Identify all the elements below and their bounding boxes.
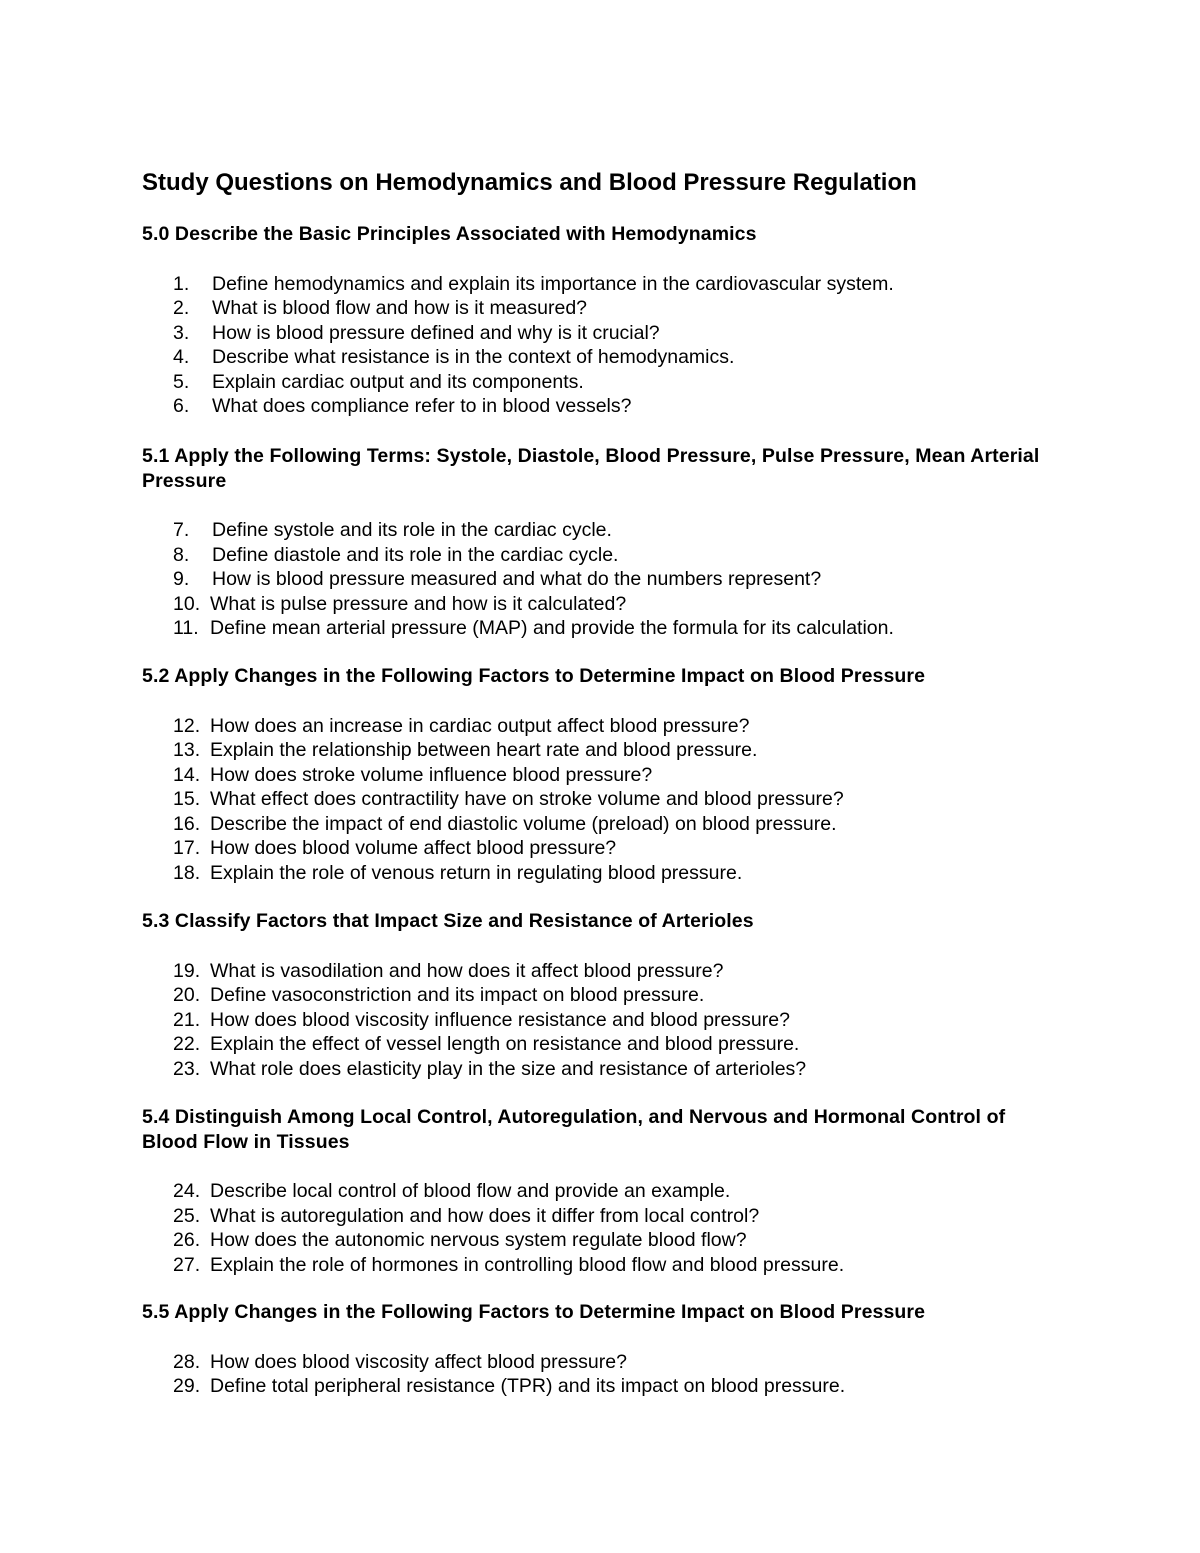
- question-text: Describe what resistance is in the context of hemodynamics.: [212, 346, 735, 369]
- question-item: [142, 543, 1062, 568]
- question-item: [142, 836, 1062, 861]
- question-text: What is pulse pressure and how is it calculated?: [210, 592, 627, 615]
- question-item: [142, 370, 1062, 395]
- question-item: [142, 616, 1062, 641]
- question-number: 9.: [173, 568, 190, 591]
- question-number: 22.: [173, 1033, 201, 1056]
- question-text: Define total peripheral resistance (TPR) and its impact on blood pressure.: [210, 1375, 846, 1398]
- question-item: [142, 1179, 1062, 1204]
- section-heading: 5.5 Apply Changes in the Following Factors to Determine Impact on Blood Pressure: [142, 1301, 926, 1323]
- question-number: 15.: [173, 788, 201, 811]
- question-text: Explain the role of venous return in regulating blood pressure.: [210, 862, 743, 885]
- question-item: [142, 1374, 1062, 1399]
- question-number: 4.: [173, 346, 190, 369]
- question-item: [142, 983, 1062, 1008]
- question-text: What role does elasticity play in the size and resistance of arterioles?: [210, 1057, 807, 1080]
- question-number: 20.: [173, 984, 201, 1007]
- question-item: [142, 321, 1062, 346]
- question-number: 24.: [173, 1180, 201, 1202]
- question-text: Explain cardiac output and its components.: [212, 370, 584, 393]
- question-item: [142, 812, 1062, 837]
- question-item: [142, 567, 1062, 592]
- question-text: How does blood viscosity affect blood pressure?: [210, 1350, 627, 1373]
- question-list: [142, 518, 1062, 641]
- question-number: 6.: [173, 395, 190, 418]
- question-number: 7.: [173, 519, 190, 541]
- question-number: 16.: [173, 812, 201, 835]
- question-text: Define vasoconstriction and its impact on blood pressure.: [210, 984, 705, 1007]
- question-text: How does the autonomic nervous system regulate blood flow?: [210, 1229, 747, 1252]
- question-item: [142, 1228, 1062, 1253]
- question-number: 3.: [173, 321, 190, 344]
- section-5-0: [142, 222, 1062, 419]
- question-text: Describe the impact of end diastolic volume (preload) on blood pressure.: [210, 812, 837, 835]
- question-text: Define hemodynamics and explain its importance in the cardiovascular system.: [212, 272, 894, 295]
- question-number: 12.: [173, 714, 201, 737]
- question-item: [142, 1350, 1062, 1375]
- question-text: What is autoregulation and how does it differ from local control?: [210, 1204, 760, 1227]
- question-number: 25.: [173, 1204, 201, 1227]
- question-text: How does stroke volume influence blood pressure?: [210, 763, 653, 786]
- question-text: How is blood pressure measured and what do the numbers represent?: [212, 568, 822, 591]
- question-text: How does an increase in cardiac output affect blood pressure?: [210, 714, 750, 737]
- section-5-4: [142, 1105, 1062, 1277]
- question-text: How is blood pressure defined and why is it crucial?: [212, 321, 660, 344]
- section-heading: 5.1 Apply the Following Terms: Systole, Diastole, Blood Pressure, Pulse Pressure, Mean Arterial Pressure: [142, 445, 1040, 492]
- question-number: 21.: [173, 1008, 201, 1031]
- section-5-5: [142, 1300, 1062, 1399]
- question-item: [142, 1008, 1062, 1033]
- question-number: 29.: [173, 1375, 201, 1398]
- question-text: What effect does contractility have on stroke volume and blood pressure?: [210, 788, 844, 811]
- question-list: [142, 1179, 1062, 1277]
- question-text: How does blood viscosity influence resistance and blood pressure?: [210, 1008, 790, 1031]
- section-heading: 5.4 Distinguish Among Local Control, Autoregulation, and Nervous and Hormonal Control of Blood Flow in Tissues: [142, 1106, 1006, 1153]
- question-item: [142, 763, 1062, 788]
- question-item: [142, 394, 1062, 419]
- question-text: Explain the role of hormones in controlling blood flow and blood pressure.: [210, 1253, 845, 1276]
- question-item: [142, 787, 1062, 812]
- question-number: 23.: [173, 1057, 201, 1080]
- document-title: Study Questions on Hemodynamics and Blood Pressure Regulation: [142, 169, 917, 196]
- section-5-1: [142, 444, 1062, 641]
- question-number: 13.: [173, 739, 201, 762]
- question-number: 14.: [173, 763, 201, 786]
- question-text: How does blood volume affect blood pressure?: [210, 837, 617, 860]
- question-item: [142, 518, 1062, 543]
- question-text: What is vasodilation and how does it affect blood pressure?: [210, 959, 724, 982]
- question-number: 8.: [173, 543, 190, 566]
- question-item: [142, 1032, 1062, 1057]
- question-list: [142, 272, 1062, 420]
- question-text: What does compliance refer to in blood vessels?: [212, 395, 632, 418]
- question-text: What is blood flow and how is it measured?: [212, 297, 588, 320]
- question-text: Define systole and its role in the cardiac cycle.: [212, 519, 612, 541]
- question-item: [142, 272, 1062, 297]
- question-text: Explain the relationship between heart rate and blood pressure.: [210, 739, 758, 762]
- question-item: [142, 1253, 1062, 1278]
- question-list: [142, 959, 1062, 1082]
- question-number: 2.: [173, 297, 190, 320]
- question-item: [142, 296, 1062, 321]
- question-item: [142, 1204, 1062, 1229]
- question-number: 10.: [173, 592, 201, 615]
- question-number: 5.: [173, 370, 190, 393]
- question-number: 28.: [173, 1350, 201, 1373]
- question-item: [142, 861, 1062, 886]
- question-list: [142, 1350, 1062, 1399]
- question-item: [142, 592, 1062, 617]
- question-number: 19.: [173, 959, 201, 982]
- section-5-3: [142, 909, 1062, 1081]
- question-item: [142, 959, 1062, 984]
- question-list: [142, 714, 1062, 886]
- question-text: Describe local control of blood flow and provide an example.: [210, 1180, 731, 1202]
- question-number: 17.: [173, 837, 201, 860]
- question-number: 1.: [173, 272, 190, 295]
- question-text: Define mean arterial pressure (MAP) and provide the formula for its calculation.: [210, 617, 894, 640]
- question-text: Explain the effect of vessel length on resistance and blood pressure.: [210, 1033, 800, 1056]
- section-5-2: [142, 664, 1062, 886]
- question-item: [142, 738, 1062, 763]
- question-number: 18.: [173, 862, 201, 885]
- section-heading: 5.3 Classify Factors that Impact Size and Resistance of Arterioles: [142, 910, 754, 932]
- question-item: [142, 1057, 1062, 1082]
- section-heading: 5.0 Describe the Basic Principles Associated with Hemodynamics: [142, 223, 757, 245]
- question-number: 11.: [173, 617, 199, 640]
- question-number: 27.: [173, 1253, 201, 1276]
- question-item: [142, 345, 1062, 370]
- question-number: 26.: [173, 1229, 201, 1252]
- question-text: Define diastole and its role in the cardiac cycle.: [212, 543, 619, 566]
- question-item: [142, 714, 1062, 739]
- section-heading: 5.2 Apply Changes in the Following Factors to Determine Impact on Blood Pressure: [142, 665, 926, 687]
